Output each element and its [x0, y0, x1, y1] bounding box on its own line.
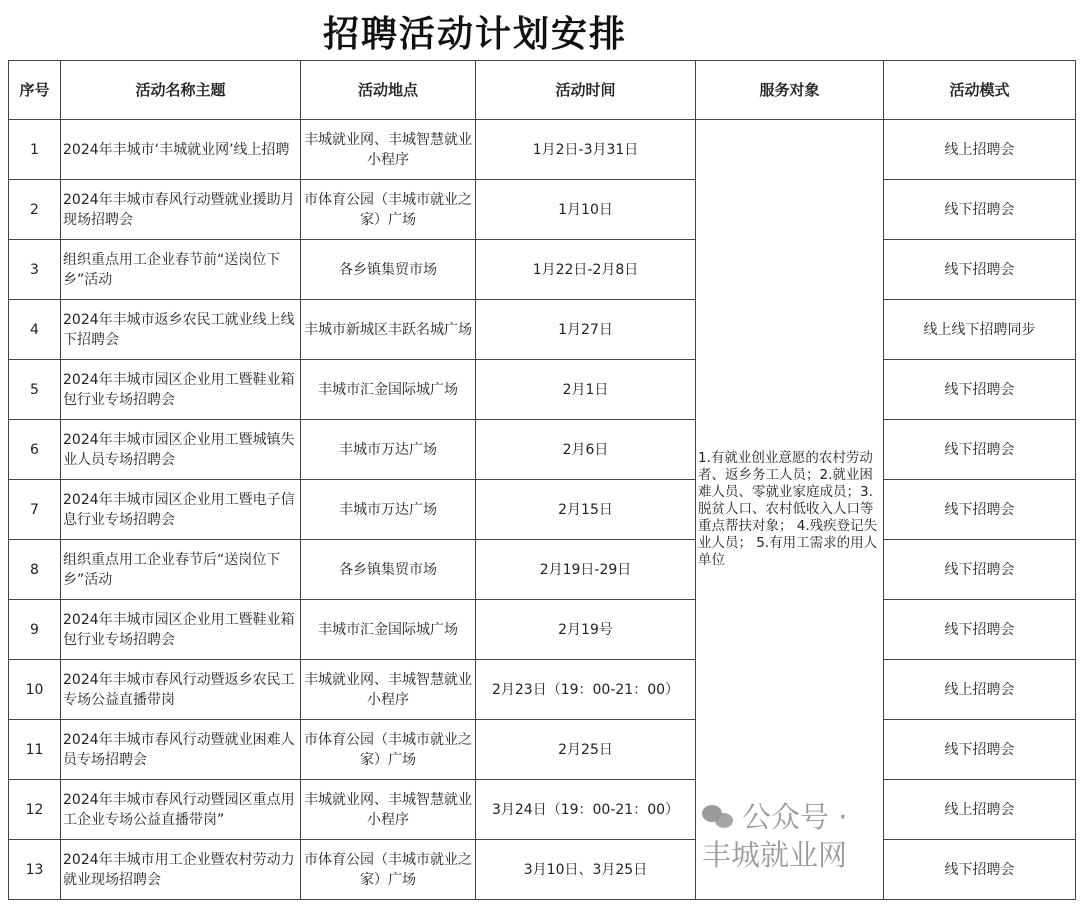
- wechat-icon: [702, 803, 736, 831]
- activity-mode: 线下招聘会: [884, 360, 1076, 420]
- header-mode: 活动模式: [884, 61, 1076, 120]
- activity-time: 2月15日: [476, 480, 696, 540]
- activity-mode: 线下招聘会: [884, 420, 1076, 480]
- activity-name: 2024年丰城市春风行动暨返乡农民工专场公益直播带岗: [61, 660, 301, 720]
- activity-mode: 线下招聘会: [884, 480, 1076, 540]
- page-title: 招聘活动计划安排: [322, 13, 627, 55]
- row-number: 12: [9, 780, 61, 840]
- header-name: 活动名称主题: [61, 61, 301, 120]
- activity-place: 丰城市万达广场: [301, 480, 476, 540]
- activity-name: 组织重点用工企业春节前“送岗位下乡”活动: [61, 240, 301, 300]
- activity-time: 1月10日: [476, 180, 696, 240]
- table-row: [9, 120, 1076, 180]
- activity-place: 丰城市万达广场: [301, 420, 476, 480]
- row-number: 11: [9, 720, 61, 780]
- watermark: [702, 798, 880, 874]
- row-number: 1: [9, 120, 61, 180]
- table-row: [9, 360, 1076, 420]
- activity-mode: 线下招聘会: [884, 180, 1076, 240]
- activity-time: 1月22日-2月8日: [476, 240, 696, 300]
- table-row: [9, 300, 1076, 360]
- row-number: 3: [9, 240, 61, 300]
- row-number: 10: [9, 660, 61, 720]
- activity-time: 2月1日: [476, 360, 696, 420]
- activity-place: 各乡镇集贸市场: [301, 240, 476, 300]
- activity-place: 市体育公园（丰城市就业之家）广场: [301, 840, 476, 900]
- activity-name: 2024年丰城市园区企业用工暨电子信息行业专场招聘会: [61, 480, 301, 540]
- row-number: 4: [9, 300, 61, 360]
- watermark-text: 公众号 · 丰城就业网: [702, 800, 848, 872]
- activity-name: 2024年丰城市返乡农民工就业线上线下招聘会: [61, 300, 301, 360]
- row-number: 13: [9, 840, 61, 900]
- activity-time: 1月27日: [476, 300, 696, 360]
- table-row: [9, 420, 1076, 480]
- header-place: 活动地点: [301, 61, 476, 120]
- table-row: [9, 840, 1076, 900]
- activity-place: 丰城就业网、丰城智慧就业小程序: [301, 780, 476, 840]
- table-row: [9, 240, 1076, 300]
- activity-mode: 线下招聘会: [884, 600, 1076, 660]
- row-number: 5: [9, 360, 61, 420]
- activity-mode: 线下招聘会: [884, 540, 1076, 600]
- table-row: [9, 660, 1076, 720]
- activity-time: 2月25日: [476, 720, 696, 780]
- activity-mode: 线下招聘会: [884, 720, 1076, 780]
- activity-place: 丰城市汇金国际城广场: [301, 600, 476, 660]
- activity-name: 2024年丰城市园区企业用工暨鞋业箱包行业专场招聘会: [61, 600, 301, 660]
- activity-time: 3月10日、3月25日: [476, 840, 696, 900]
- activity-time: 3月24日（19：00-21：00）: [476, 780, 696, 840]
- activity-place: 市体育公园（丰城市就业之家）广场: [301, 180, 476, 240]
- activity-place: 丰城市汇金国际城广场: [301, 360, 476, 420]
- activity-time: 2月6日: [476, 420, 696, 480]
- table-row: [9, 780, 1076, 840]
- activity-name: 2024年丰城市春风行动暨就业援助月现场招聘会: [61, 180, 301, 240]
- header-target: 服务对象: [696, 61, 884, 120]
- activity-mode: 线上招聘会: [884, 660, 1076, 720]
- header-no: 序号: [9, 61, 61, 120]
- activity-place: 丰城市新城区丰跃名城广场: [301, 300, 476, 360]
- activity-place: 市体育公园（丰城市就业之家）广场: [301, 720, 476, 780]
- header-time: 活动时间: [476, 61, 696, 120]
- table-row: [9, 540, 1076, 600]
- table-row: [9, 180, 1076, 240]
- activity-name: 2024年丰城市‘丰城就业网’线上招聘: [61, 120, 301, 180]
- activity-place: 丰城就业网、丰城智慧就业小程序: [301, 660, 476, 720]
- activity-time: 2月19日-29日: [476, 540, 696, 600]
- table-row: [9, 720, 1076, 780]
- table-row: [9, 600, 1076, 660]
- activity-time: 2月23日（19：00-21：00）: [476, 660, 696, 720]
- activity-place: 各乡镇集贸市场: [301, 540, 476, 600]
- activity-mode: 线下招聘会: [884, 240, 1076, 300]
- row-number: 9: [9, 600, 61, 660]
- activity-name: 2024年丰城市用工企业暨农村劳动力就业现场招聘会: [61, 840, 301, 900]
- activity-name: 2024年丰城市园区企业用工暨鞋业箱包行业专场招聘会: [61, 360, 301, 420]
- table-row: [9, 480, 1076, 540]
- row-number: 2: [9, 180, 61, 240]
- row-number: 8: [9, 540, 61, 600]
- activity-name: 2024年丰城市春风行动暨园区重点用工企业专场公益直播带岗”: [61, 780, 301, 840]
- recruitment-schedule-table: [8, 60, 1076, 900]
- activity-mode: 线上招聘会: [884, 780, 1076, 840]
- activity-mode: 线下招聘会: [884, 840, 1076, 900]
- table-header-row: [9, 61, 1076, 120]
- activity-name: 2024年丰城市园区企业用工暨城镇失业人员专场招聘会: [61, 420, 301, 480]
- activity-name: 组织重点用工企业春节后“送岗位下乡”活动: [61, 540, 301, 600]
- activity-mode: 线上招聘会: [884, 120, 1076, 180]
- row-number: 7: [9, 480, 61, 540]
- activity-time: 1月2日-3月31日: [476, 120, 696, 180]
- service-target: 1.有就业创业意愿的农村劳动者、返乡务工人员；2.就业困难人员、零就业家庭成员；3.脱贫人口、农村低收入人口等重点帮扶对象； 4.残疾登记失业人员； 5.有用工需求的用人单位: [696, 120, 884, 900]
- activity-mode: 线上线下招聘同步: [884, 300, 1076, 360]
- activity-name: 2024年丰城市春风行动暨就业困难人员专场招聘会: [61, 720, 301, 780]
- activity-time: 2月19号: [476, 600, 696, 660]
- activity-place: 丰城就业网、丰城智慧就业小程序: [301, 120, 476, 180]
- row-number: 6: [9, 420, 61, 480]
